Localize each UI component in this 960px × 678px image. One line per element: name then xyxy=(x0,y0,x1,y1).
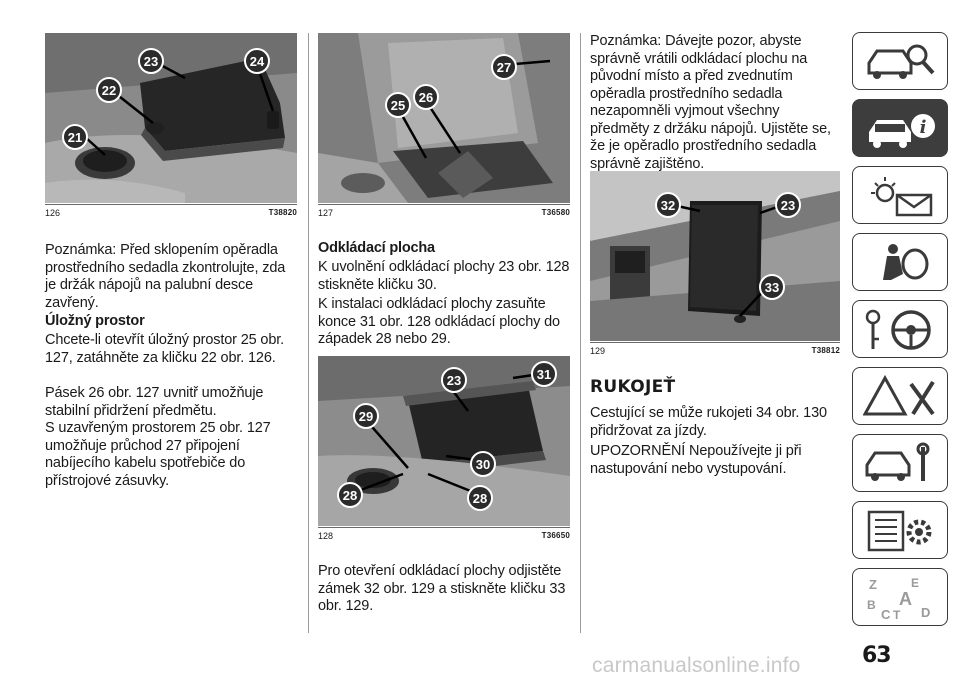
airbag-passenger-icon xyxy=(863,240,939,286)
figure-number: 129 xyxy=(590,346,606,356)
callout-badge xyxy=(354,404,378,428)
watermark: carmanualsonline.info xyxy=(592,654,801,677)
callout-badge xyxy=(532,362,556,386)
figure-number: 126 xyxy=(45,208,61,218)
svg-text:23: 23 xyxy=(780,198,796,213)
figure-code: T38812 xyxy=(811,346,840,355)
car-info-icon xyxy=(863,106,939,152)
callout-badge xyxy=(442,368,466,392)
callout-badge xyxy=(656,193,680,217)
svg-text:33: 33 xyxy=(764,280,780,295)
callout-badge xyxy=(468,486,492,510)
svg-text:21: 21 xyxy=(67,130,83,145)
figure-code: T36580 xyxy=(541,208,570,217)
note-paragraph: Poznámka: Před sklopením opěradla prostředního sedadla zkontrolujte, zda je držák nápojů na palubní desce zavřený. xyxy=(45,242,286,311)
svg-text:30: 30 xyxy=(475,457,491,472)
callout-badge xyxy=(245,49,269,73)
figure-code: T38820 xyxy=(268,208,297,217)
callout-badge xyxy=(492,55,516,79)
figure-number: 128 xyxy=(318,531,334,541)
svg-text:E: E xyxy=(911,576,920,590)
svg-text:28: 28 xyxy=(472,491,488,506)
svg-text:B: B xyxy=(867,598,876,612)
svg-text:C: C xyxy=(881,607,891,621)
chapter-tab-warning-lights[interactable] xyxy=(852,166,948,224)
alphabet-index-icon xyxy=(863,575,939,621)
callout-badge xyxy=(386,93,410,117)
section-heading: RUKOJEŤ xyxy=(590,377,676,397)
body-paragraph: K instalaci odkládací plochy zasuňte konce 31 obr. 128 odkládací plochy do západek 28 nebo 29. xyxy=(318,296,560,347)
body-paragraph: Chcete-li otevřít úložný prostor 25 obr. 127, zatáhněte za kličku 22 obr. 126. xyxy=(45,332,285,366)
svg-text:24: 24 xyxy=(249,54,265,69)
figure-number: 127 xyxy=(318,208,334,218)
figure-127-photo xyxy=(318,33,570,203)
svg-text:T: T xyxy=(893,608,901,621)
callout-badge xyxy=(414,85,438,109)
svg-text:23: 23 xyxy=(143,54,159,69)
callout-badge xyxy=(471,452,495,476)
figure-129-caption xyxy=(590,342,840,356)
chapter-tab-index[interactable] xyxy=(852,568,948,626)
figure-128-caption xyxy=(318,527,570,541)
section-heading: Odkládací plocha xyxy=(318,240,435,256)
callout-badge xyxy=(63,125,87,149)
svg-text:26: 26 xyxy=(418,90,434,105)
warning-light-envelope-icon xyxy=(863,173,939,219)
chapter-tab-technical-data[interactable] xyxy=(852,501,948,559)
car-wrench-icon xyxy=(863,441,939,487)
svg-text:D: D xyxy=(921,605,931,620)
callout-badge xyxy=(338,483,362,507)
body-paragraph: S uzavřeným prostorem 25 obr. 127 umožňuje průchod 27 připojení nabíjecího kabelu spotřebiče do přístrojové zásuvky. xyxy=(45,420,271,489)
svg-text:i: i xyxy=(919,117,927,138)
figure-128-photo xyxy=(318,356,570,526)
callout-badge xyxy=(760,275,784,299)
chapter-tab-starting-driving[interactable] xyxy=(852,300,948,358)
chapter-tab-safety[interactable] xyxy=(852,233,948,291)
page-number: 63 xyxy=(862,643,891,668)
section-heading: Úložný prostor xyxy=(45,313,145,329)
chapter-tab-maintenance[interactable] xyxy=(852,434,948,492)
svg-text:28: 28 xyxy=(342,488,358,503)
warning-triangle-tools-icon xyxy=(863,374,939,420)
svg-text:22: 22 xyxy=(101,83,117,98)
key-steering-wheel-icon xyxy=(863,307,939,353)
callout-badge xyxy=(776,193,800,217)
body-paragraph: Cestující se může rukojeti 34 obr. 130 přidržovat za jízdy. xyxy=(590,405,827,439)
svg-text:Z: Z xyxy=(869,577,877,592)
svg-text:A: A xyxy=(899,589,912,609)
figure-126-photo xyxy=(45,33,297,203)
chapter-tab-car-info[interactable] xyxy=(852,99,948,157)
body-paragraph: Pásek 26 obr. 127 uvnitř umožňuje stabilní přidržení předmětu. xyxy=(45,385,264,419)
note-paragraph: Poznámka: Dávejte pozor, abyste správně vrátili odkládací plochu na původní místo a před zvednutím opěradla prostředního sedadla nezapomněli vyjmout všechny předměty z držáku nápojů. Ujistěte se, že je opěradlo prostředního sedadla správně zajištěno. xyxy=(590,33,831,172)
svg-text:25: 25 xyxy=(390,98,406,113)
callout-badge xyxy=(139,49,163,73)
figure-code: T36650 xyxy=(541,531,570,540)
figure-126-caption xyxy=(45,204,297,218)
svg-text:27: 27 xyxy=(496,60,512,75)
svg-text:29: 29 xyxy=(358,409,374,424)
svg-text:32: 32 xyxy=(660,198,676,213)
figure-127-caption xyxy=(318,204,570,218)
callout-badge xyxy=(97,78,121,102)
spec-list-gear-icon xyxy=(863,508,939,554)
column-divider xyxy=(580,33,581,633)
figure-129-photo xyxy=(590,171,840,341)
warning-paragraph: UPOZORNĚNÍ Nepoužívejte ji při nastupování nebo vystupování. xyxy=(590,443,802,477)
svg-text:31: 31 xyxy=(536,367,552,382)
car-search-icon xyxy=(863,39,939,85)
column-divider xyxy=(308,33,309,633)
body-paragraph: Pro otevření odkládací plochy odjistěte zámek 32 obr. 129 a stiskněte kličku 33 obr. 129. xyxy=(318,563,566,614)
chapter-tab-car-search[interactable] xyxy=(852,32,948,90)
chapter-tab-emergency[interactable] xyxy=(852,367,948,425)
svg-text:23: 23 xyxy=(446,373,462,388)
body-paragraph: K uvolnění odkládací plochy 23 obr. 128 stiskněte kličku 30. xyxy=(318,259,570,293)
